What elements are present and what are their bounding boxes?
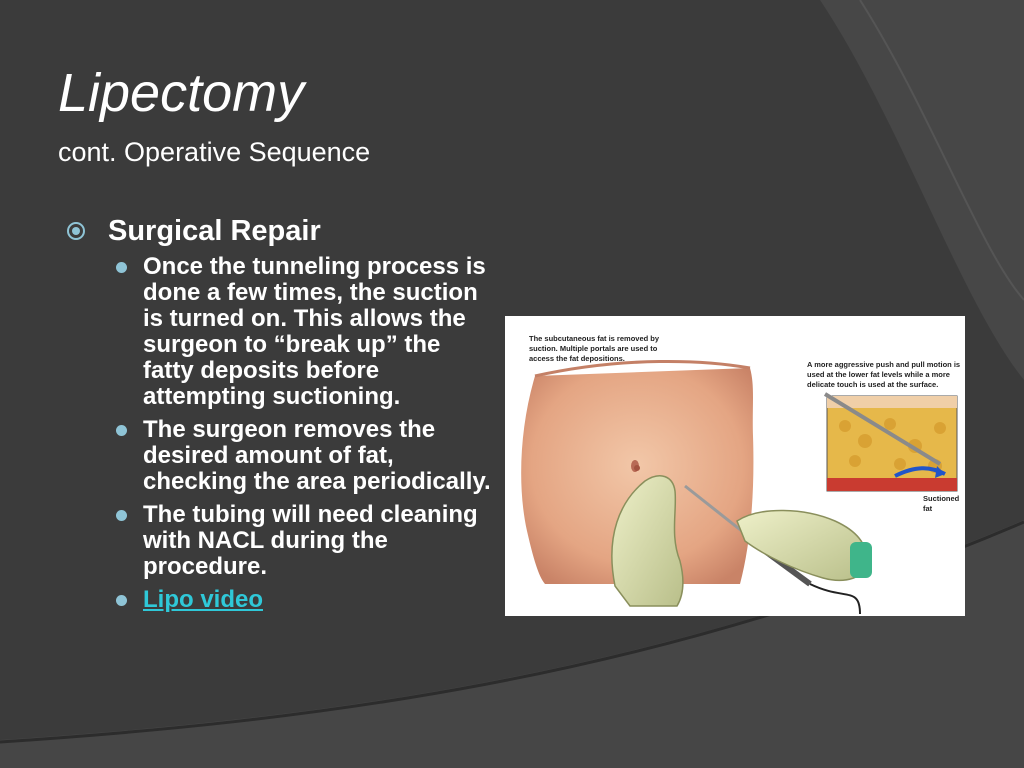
bullet-list (66, 254, 496, 613)
circle-bullet-icon (66, 221, 86, 241)
list-item (66, 254, 496, 410)
caption-top: The subcutaneous fat is removed by suction. Multiple portals are used to access the fat depositions. (529, 334, 660, 363)
bullet-dot-icon (116, 595, 127, 606)
slide-content (66, 212, 496, 620)
bullet-text: The surgeon removes the desired amount of fat, checking the area periodically. (143, 416, 491, 495)
section-heading: Surgical Repair (108, 215, 321, 247)
caption-right: A more aggressive push and pull motion is used at the lower fat levels while a more delicate touch is used at the surface. (807, 360, 961, 389)
bullet-dot-icon (116, 262, 127, 273)
list-item (66, 587, 496, 613)
caption-suctioned-fat: Suctioned fat (923, 494, 960, 513)
list-item (66, 417, 496, 495)
heading-bullet (66, 212, 496, 250)
bullet-text: Once the tunneling process is done a few times, the suction is turned on. This allows the surgeon to “break up” the fatty deposits before attempting suctioning. (143, 253, 486, 410)
list-item (66, 502, 496, 580)
bullet-text: The tubing will need cleaning with NACL during the procedure. (143, 501, 478, 580)
slide-title: Lipectomy (58, 63, 305, 123)
lipo-video-link[interactable]: Lipo video (143, 586, 263, 613)
bullet-dot-icon (116, 510, 127, 521)
liposuction-illustration (505, 316, 965, 616)
bullet-dot-icon (116, 425, 127, 436)
slide-subtitle: cont. Operative Sequence (58, 137, 371, 167)
